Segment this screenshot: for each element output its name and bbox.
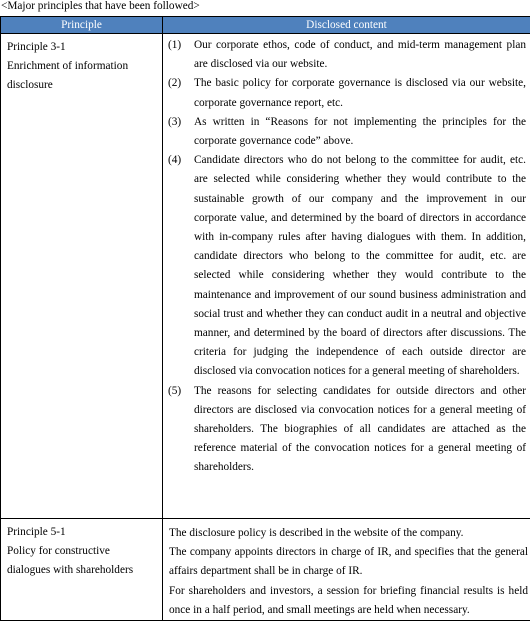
list-item: [165, 113, 528, 151]
header-disclosed-content: Disclosed content: [163, 17, 530, 34]
item-number: (5): [165, 382, 194, 478]
principles-table: [0, 16, 530, 621]
list-item: [165, 382, 528, 478]
principle-title-line: dialogues with shareholders: [7, 561, 159, 580]
principle-title-line: disclosure: [7, 76, 159, 95]
item-number: (1): [165, 36, 194, 74]
principle-number: Principle 5-1: [7, 523, 159, 542]
item-text: The reasons for selecting candidates for outside directors and other directors are disclosed via convocation notices for a general meeting of shareholders. The biographies of all candidates are attached as the reference material of the convocation notices for a general meeting of shareholders.: [194, 382, 528, 478]
list-item: [165, 151, 528, 381]
principle-cell: [1, 34, 163, 519]
table-row: [1, 519, 530, 621]
table-caption: <Major principles that have been followed>: [1, 0, 200, 14]
item-text: The basic policy for corporate governance is disclosed via our website, corporate governance report, etc.: [194, 74, 528, 112]
principle-title-line: Policy for constructive: [7, 542, 159, 561]
content-paragraph: The company appoints directors in charge of IR, and specifies that the general affairs department shall be in charge of IR.: [169, 543, 528, 581]
item-number: (4): [165, 151, 194, 381]
principle-number: Principle 3-1: [7, 38, 159, 57]
list-item: [165, 36, 528, 74]
list-item: [165, 74, 528, 112]
content-cell: [163, 34, 530, 519]
content-paragraph: The disclosure policy is described in the website of the company.: [169, 524, 528, 543]
content-cell: [163, 519, 530, 621]
item-text: Candidate directors who do not belong to the committee for audit, etc. are selected while considering whether they would contribute to the sustainable growth of our company and the improvement in our corporate value, and determined by the board of directors in accordance with in-company rules after having dialogues with them. In addition, candidate directors who belong to the committee for audit, etc. are selected while considering whether they would contribute to the maintenance and improvement of our sound business administration and social trust and whether they can conduct audit in a neutral and objective manner, and determined by the board of directors after discussions. The criteria for judging the independence of each outside director are disclosed via convocation notices for a general meeting of shareholders.: [194, 151, 528, 381]
item-number: (2): [165, 74, 194, 112]
item-text: Our corporate ethos, code of conduct, and mid-term management plan are disclosed via our website.: [194, 36, 528, 74]
header-row: [1, 17, 530, 34]
item-text: As written in “Reasons for not implementing the principles for the corporate governance code” above.: [194, 113, 528, 151]
item-number: (3): [165, 113, 194, 151]
principle-title-line: Enrichment of information: [7, 57, 159, 76]
content-paragraph: For shareholders and investors, a session for briefing financial results is held once in a half period, and small meetings are held when necessary.: [169, 582, 528, 620]
table-row: [1, 34, 530, 519]
principle-cell: [1, 519, 163, 621]
header-principle: Principle: [1, 17, 163, 34]
